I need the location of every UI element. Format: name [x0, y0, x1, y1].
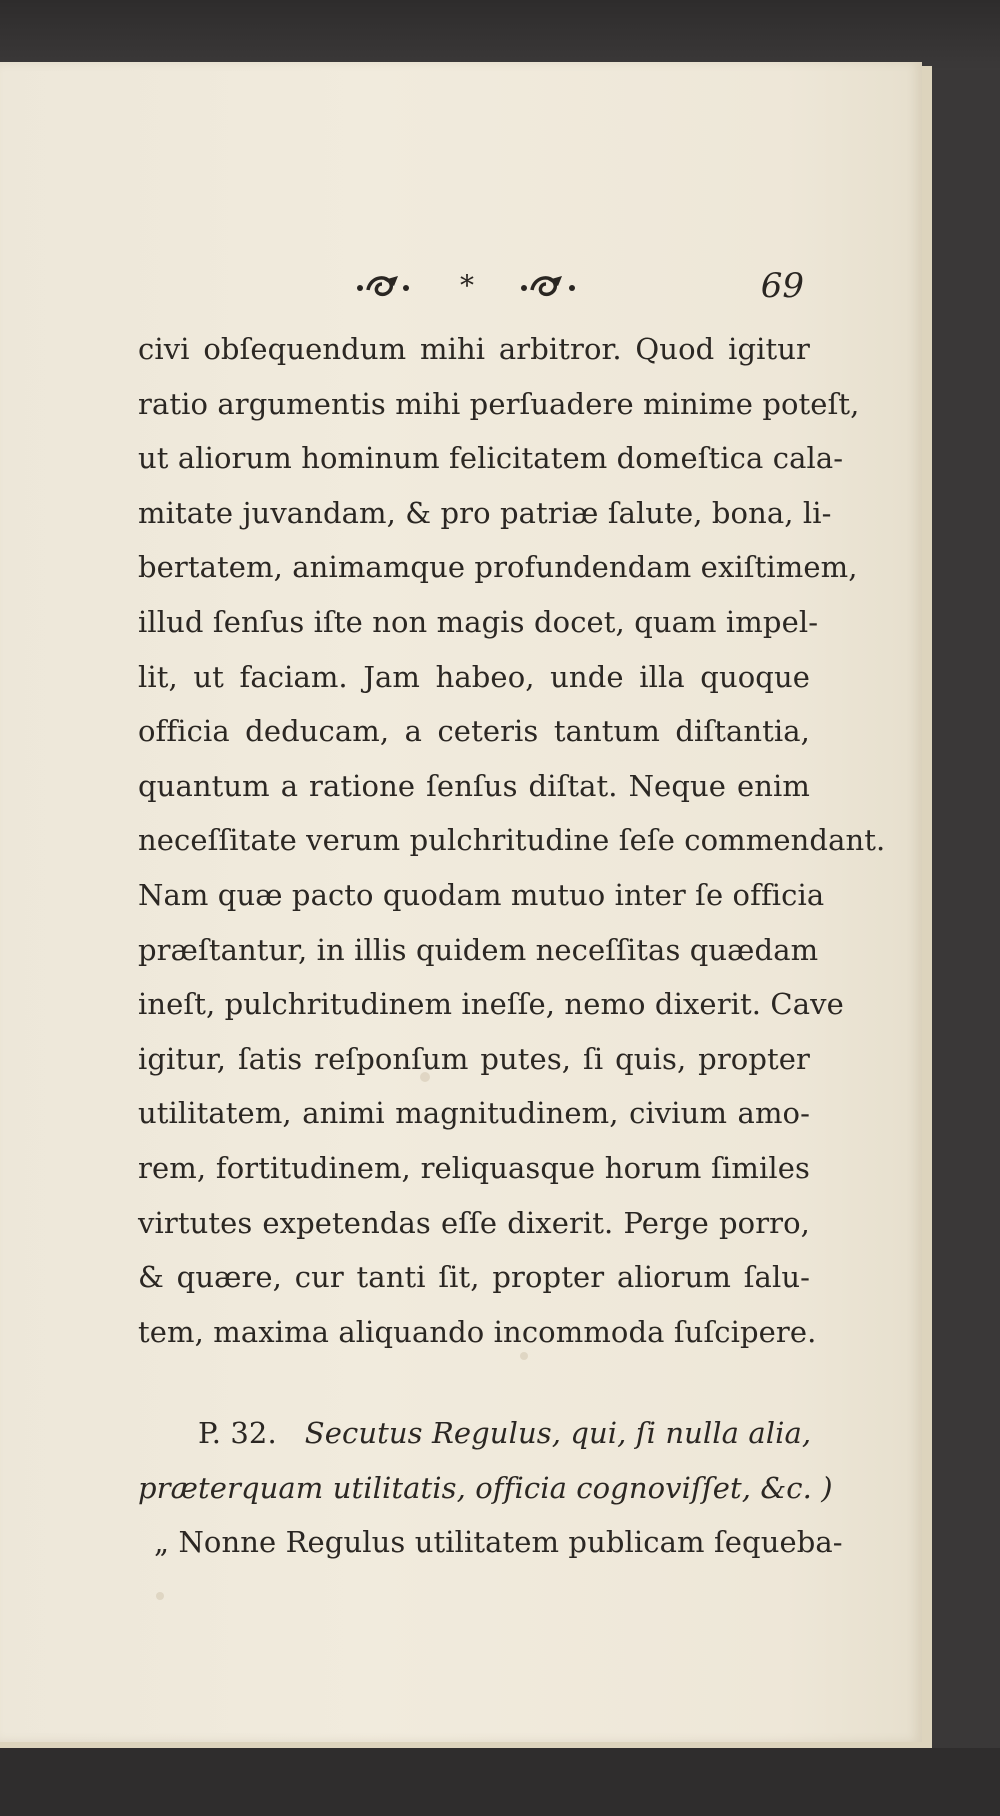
- note-quote-2: præterquam utilitatis, officia cognoviſſet, &c. ): [138, 1470, 833, 1505]
- text-line: ratio argumentis mihi perſuadere minime poteſt,: [138, 386, 860, 421]
- note-ref: P. 32.: [198, 1416, 277, 1450]
- text-line: igitur, ſatis reſponſum putes, ſi quis, propter: [138, 1041, 810, 1076]
- body-text: [138, 322, 886, 1359]
- text-line: Nam quæ pacto quodam mutuo inter ſe officia: [138, 877, 825, 912]
- text-line: officia deducam, a ceteris tantum diſtantia,: [138, 714, 810, 749]
- scan-background-top: [0, 0, 1000, 70]
- text-line: civi obſequendum mihi arbitror. Quod igitur: [138, 332, 810, 366]
- note-line-3: „ Nonne Regulus utilitatem publicam ſequeba-: [154, 1525, 843, 1560]
- ornament-left-icon: [354, 268, 414, 304]
- scan-background-bottom: [0, 1748, 1000, 1816]
- text-line: ineſt, pulchritudinem ineſſe, nemo dixerit. Cave: [138, 987, 844, 1022]
- text-line: ut aliorum hominum felicitatem domeſtica cala-: [138, 441, 844, 476]
- text-line: rem, fortitudinem, reliquasque horum ſimiles: [138, 1150, 810, 1185]
- note-block: [138, 1406, 843, 1570]
- note-quote-1: Secutus Regulus, qui, ſi nulla alia,: [304, 1416, 812, 1450]
- text-line: illud ſenſus iſte non magis docet, quam impel-: [138, 604, 819, 639]
- text-line: præſtantur, in illis quidem neceſſitas quædam: [138, 932, 819, 967]
- text-line: mitate juvandam, & pro patriæ ſalute, bona, li-: [138, 495, 832, 530]
- ornament-right-icon: [518, 268, 580, 304]
- ornament-star: *: [460, 269, 474, 302]
- page-number: 69: [760, 266, 804, 306]
- text-line: virtutes expetendas eſſe dixerit. Perge porro,: [138, 1205, 810, 1240]
- note-line-1: [138, 1406, 810, 1461]
- text-line: & quære, cur tanti ſit, propter aliorum ſalu-: [138, 1260, 810, 1295]
- text-line: quantum a ratione ſenſus diſtat. Neque enim: [138, 768, 810, 803]
- text-line: neceſſitate verum pulchritudine ſeſe commendant.: [138, 823, 886, 858]
- text-line: utilitatem, animi magnitudinem, civium amo-: [138, 1096, 810, 1131]
- text-line: lit, ut faciam. Jam habeo, unde illa quoque: [138, 659, 810, 694]
- text-line: tem, maxima aliquando incommoda ſuſcipere.: [138, 1314, 817, 1349]
- paper-spot: [156, 1592, 164, 1600]
- text-line: bertatem, animamque profundendam exiſtimem,: [138, 550, 858, 585]
